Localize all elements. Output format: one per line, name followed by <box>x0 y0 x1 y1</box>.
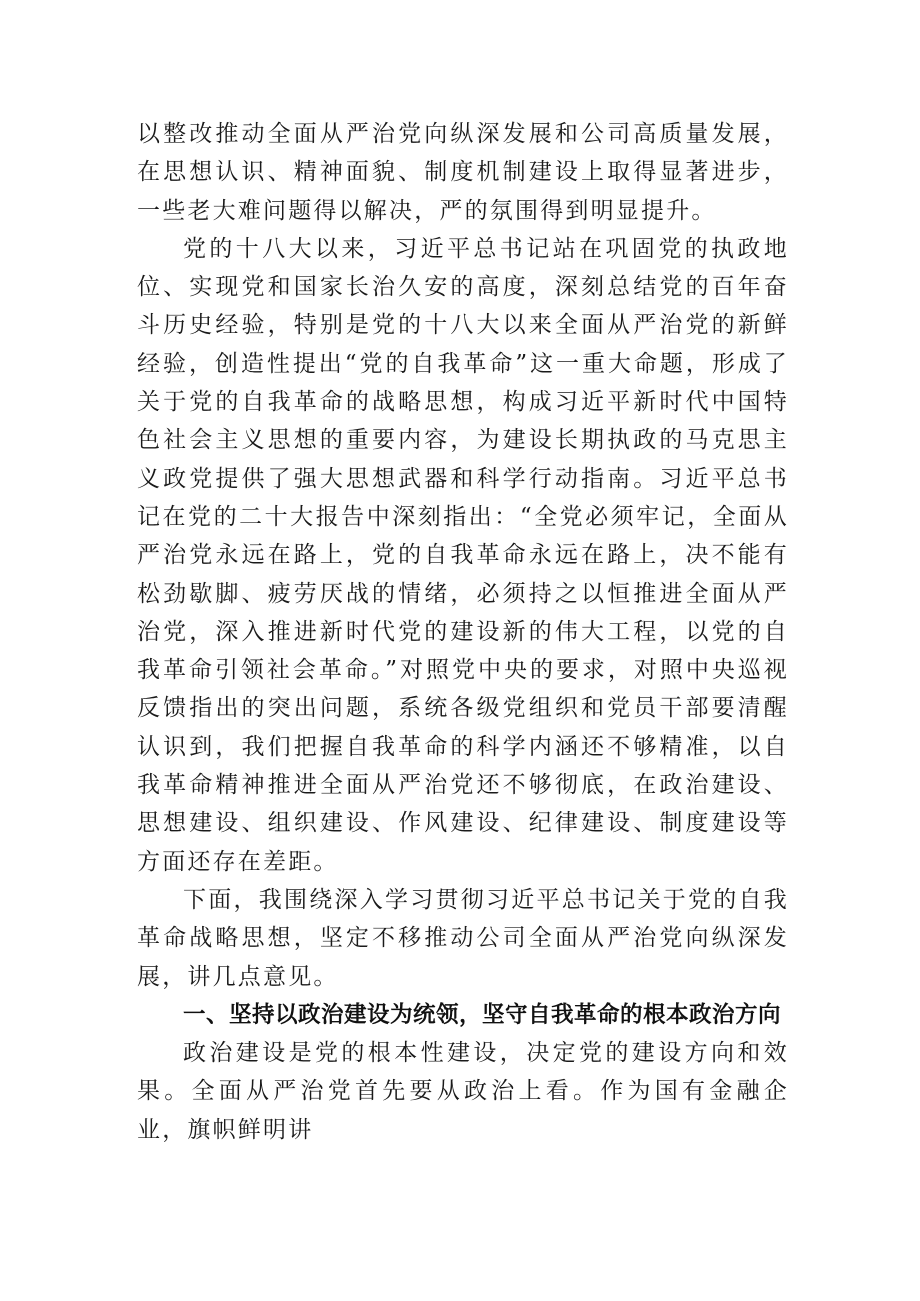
section-heading-1: 一、坚持以政治建设为统领，坚守自我革命的根本政治方向 <box>183 1001 782 1028</box>
paragraph-continuation: 以整改推动全面从严治党向纵深发展和公司高质量发展，在思想认识、精神面貌、制度机制建设上取得显著进步，一些老大难问题得以解决，严的氛围得到明显提升。 <box>137 121 789 224</box>
document-body <box>137 115 789 1149</box>
paragraph-self-revolution: 党的十八大以来，习近平总书记站在巩固党的执政地位、实现党和国家长治久安的高度，深刻总结党的百年奋斗历史经验，特别是党的十八大以来全面从严治党的新鲜经验，创造性提出“党的自我革命”这一重大命题，形成了关于党的自我革命的战略思想，构成习近平新时代中国特色社会主义思想的重要内容，为建设长期执政的马克思主义政党提供了强大思想武器和科学行动指南。习近平总书记在党的二十大报告中深刻指出：“全党必须牢记，全面从严治党永远在路上，党的自我革命永远在路上，决不能有松劲歇脚、疲劳厌战的情绪，必须持之以恒推进全面从严治党，深入推进新时代党的建设新的伟大工程，以党的自我革命引领社会革命。”对照党中央的要求，对照中央巡视反馈指出的突出问题，系统各级党组织和党员干部要清醒认识到，我们把握自我革命的科学内涵还不够精准，以自我革命精神推进全面从严治党还不够彻底，在政治建设、思想建设、组织建设、作风建设、纪律建设、制度建设等方面还存在差距。 <box>137 235 789 875</box>
paragraph-political-building: 政治建设是党的根本性建设，决定党的建设方向和效果。全面从严治党首先要从政治上看。作为国有金融企业，旗帜鲜明讲 <box>137 1040 789 1143</box>
paragraph-intro-opinions: 下面，我围绕深入学习贯彻习近平总书记关于党的自我革命战略思想，坚定不移推动公司全面从严治党向纵深发展，讲几点意见。 <box>137 886 789 990</box>
